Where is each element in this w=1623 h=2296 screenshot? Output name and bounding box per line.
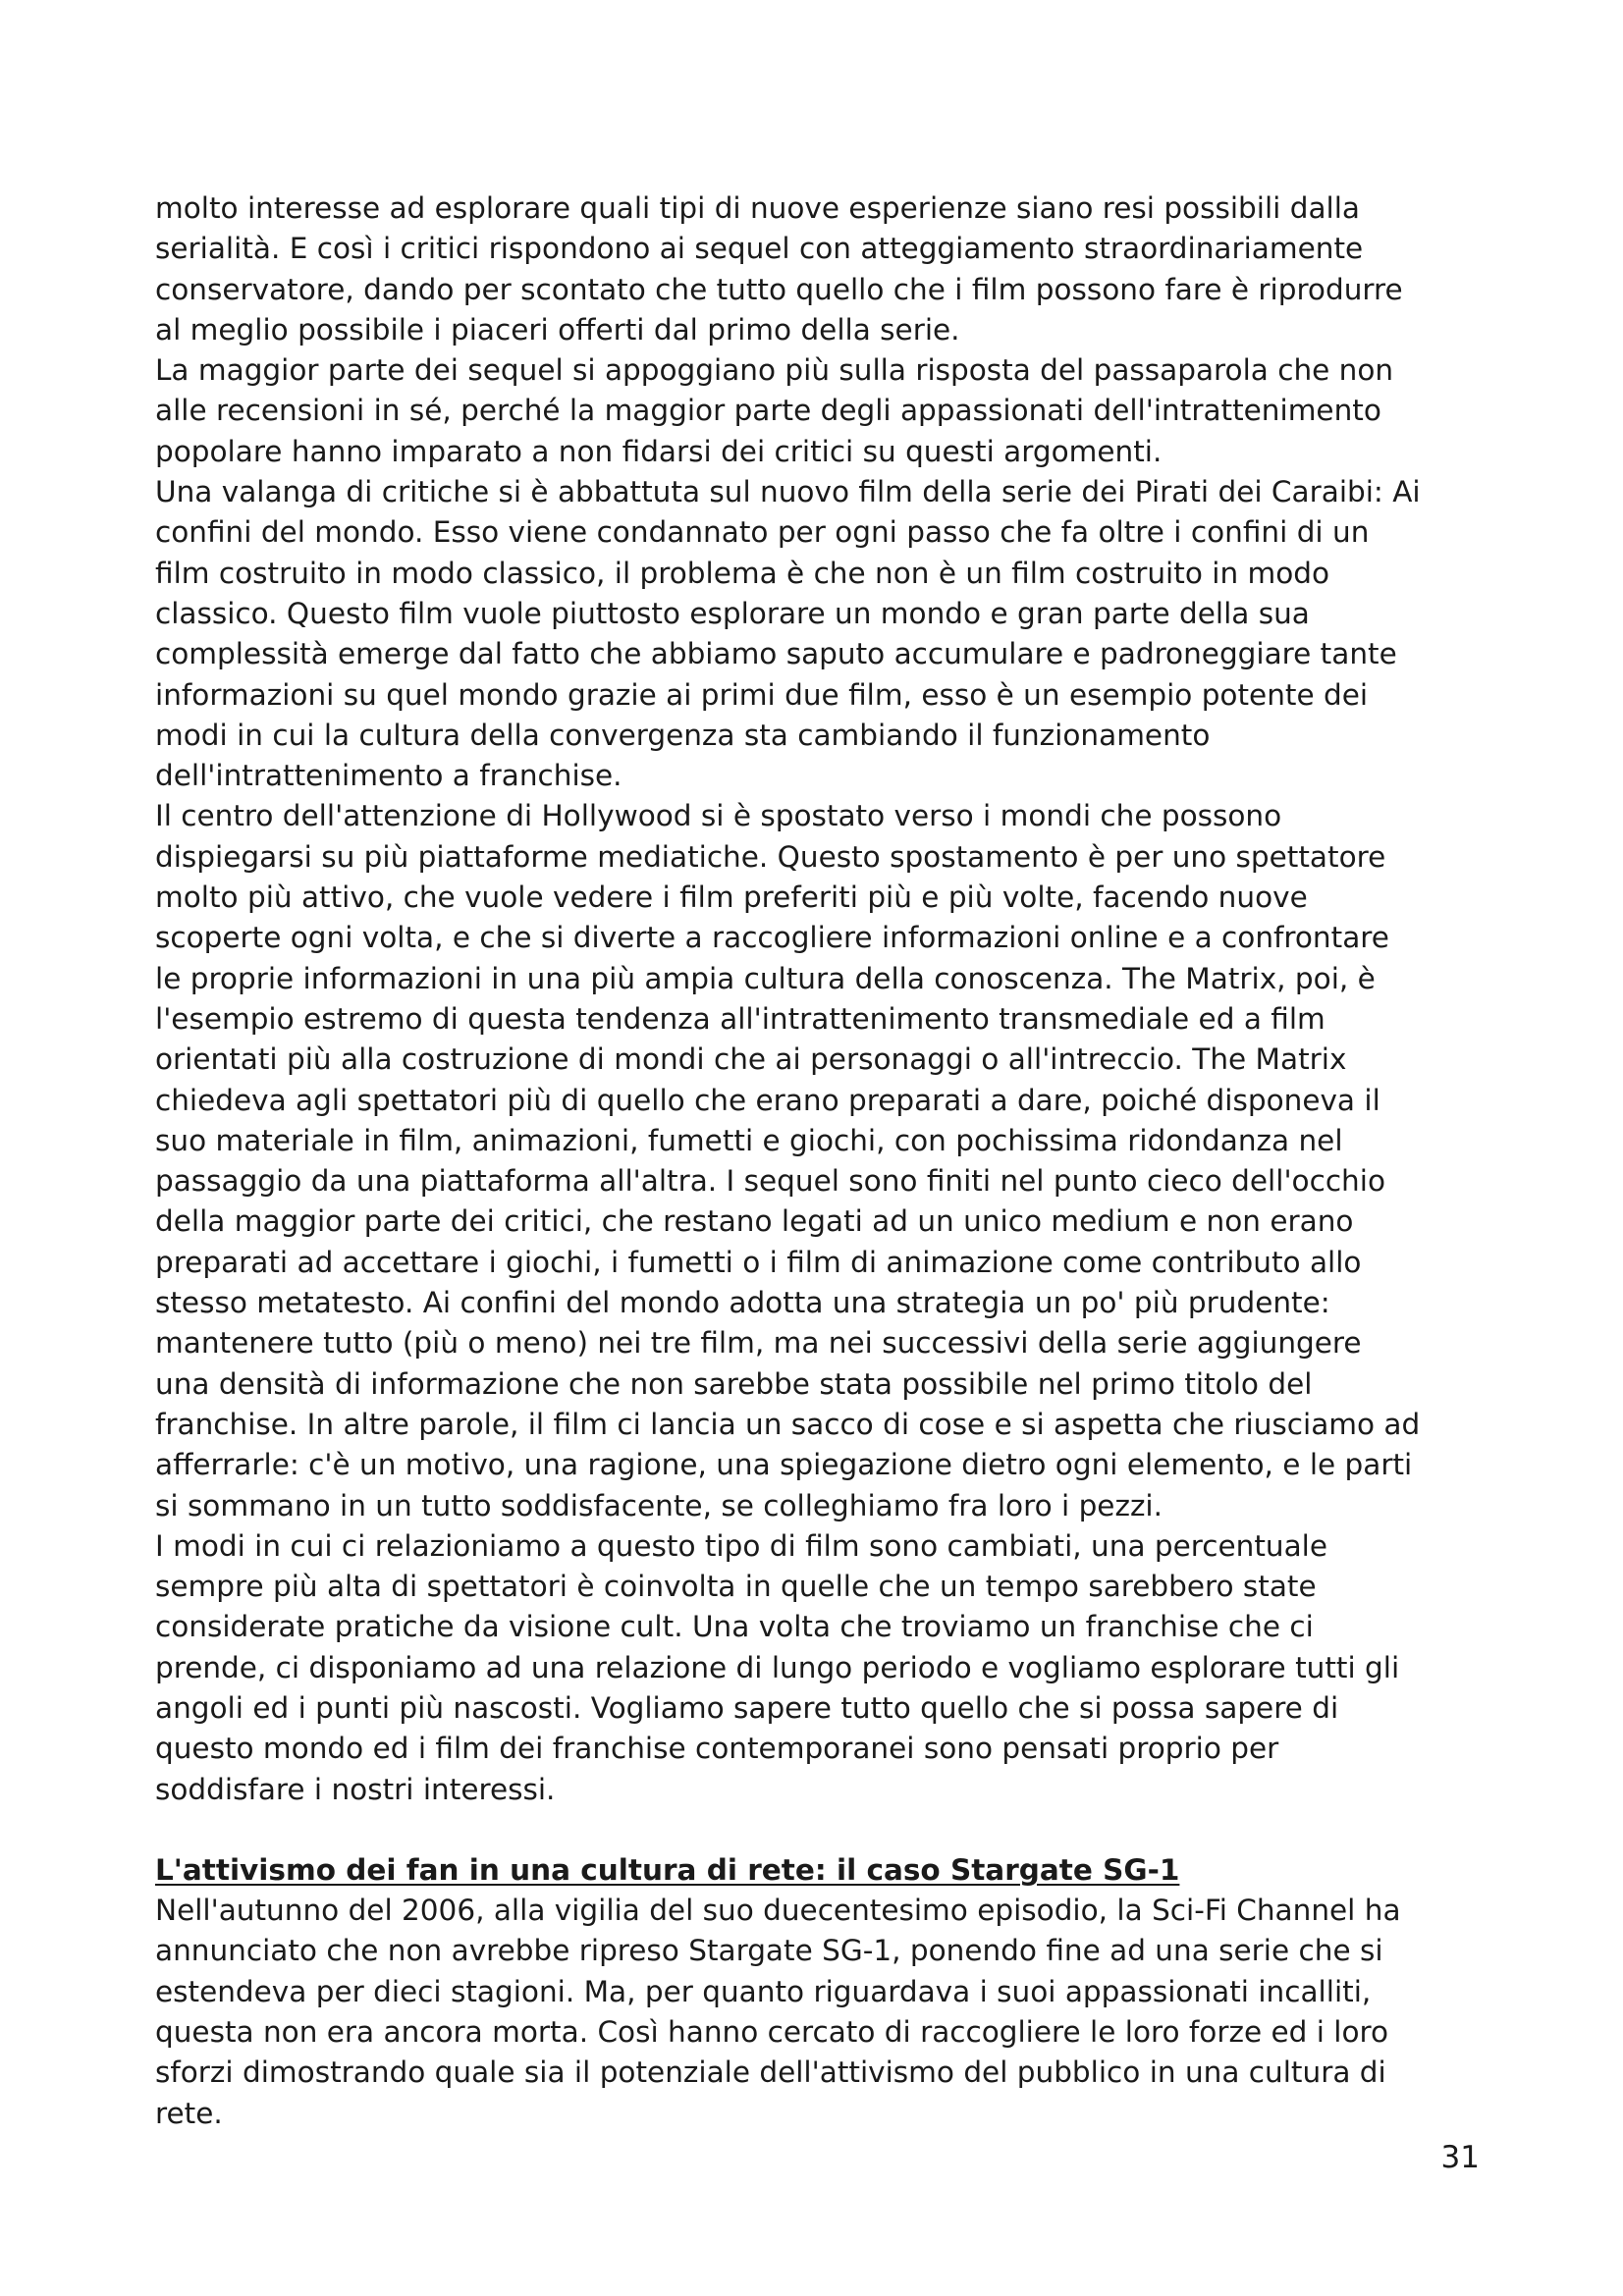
- page-number: 31: [1440, 2140, 1480, 2175]
- paragraph-cult-viewing: I modi in cui ci relazioniamo a questo tipo di film sono cambiati, una percentuale sempre più alta di spettatori è coinvolta in quelle che un tempo sarebbero state considerate pratiche da visione cult. Una volta che troviamo un franchise che ci prende, ci disponiamo ad una relazione di lungo periodo e vogliamo esplorare tutti gli angoli ed i punti più nascosti. Vogliamo sapere tutto quello che si possa sapere di questo mondo ed i film dei franchise contemporanei sono pensati proprio per soddisfare i nostri interessi.: [155, 1528, 1400, 1806]
- paragraph-pirates-of-the-caribbean: Una valanga di critiche si è abbattuta sul nuovo film della serie dei Pirati dei Caraibi: Ai confini del mondo. Esso viene condannato per ogni passo che fa oltre i confini di un film costruito in modo classico, il problema è che non è un film costruito in modo classico. Questo film vuole piuttosto esplorare un mondo e gran parte della sua complessità emerge dal fatto che abbiamo saputo accumulare e padroneggiare tante informazioni su quel mondo grazie ai primi due film, esso è un esempio potente dei modi in cui la cultura della convergenza sta cambiando il funzionamento dell'intrattenimento a franchise.: [155, 475, 1421, 793]
- paragraph-stargate: Nell'autunno del 2006, alla vigilia del suo duecentesimo episodio, la Sci-Fi Channel ha annunciato che non avrebbe ripreso Stargate SG-1, ponendo fine ad una serie che si estendeva per dieci stagioni. Ma, per quanto riguardava i suoi appassionati incalliti, questa non era ancora morta. Così hanno cercato di raccogliere le loro forze ed i loro sforzi dimostrando quale sia il potenziale dell'attivismo del pubblico in una cultura di rete.: [155, 1894, 1401, 2130]
- paragraph-hollywood-matrix: Il centro dell'attenzione di Hollywood si è spostato verso i mondi che possono dispiegarsi su più piattaforme mediatiche. Questo spostamento è per uno spettatore molto più attivo, che vuole vedere i film preferiti più e più volte, facendo nuove scoperte ogni volta, e che si diverte a raccogliere informazioni online e a confrontare le proprie informazioni in una più ampia cultura della conoscenza. The Matrix, poi, è l'esempio estremo di questa tendenza all'intrattenimento transmediale ed a film orientati più alla costruzione di mondi che ai personaggi o all'intreccio. The Matrix chiedeva agli spettatori più di quello che erano preparati a dare, poiché disponeva il suo materiale in film, animazioni, fumetti e giochi, con pochissima ridondanza nel passaggio da una piattaforma all'altra. I sequel sono finiti nel punto cieco dell'occhio della maggior parte dei critici, che restano legati ad un unico medium e non erano preparati ad accettare i giochi, i fumetti o i film di animazione come contributo allo stesso metatesto. Ai confini del mondo adotta una strategia un po' più prudente: mantenere tutto (più o meno) nei tre film, ma nei successivi della serie aggiungere una densità di informazione che non sarebbe stata possibile nel primo titolo del franchise. In altre parole, il film ci lancia un sacco di cose e si aspetta che riusciamo ad afferrarle: c'è un motivo, una ragione, una spiegazione dietro ogni elemento, e le parti si sommano in un tutto soddisfacente, se colleghiamo fra loro i pezzi.: [155, 799, 1421, 1522]
- section-heading: L'attivismo dei fan in una cultura di rete: il caso Stargate SG-1: [155, 1852, 1180, 1887]
- paragraph-seriality: molto interesse ad esplorare quali tipi di nuove esperienze siano resi possibili dalla serialità. E così i critici rispondono ai sequel con atteggiamento straordinariamente conservatore, dando per scontato che tutto quello che i film possono fare è riprodurre al meglio possibile i piaceri offerti dal primo della serie.: [155, 191, 1403, 347]
- document-page: [155, 188, 1481, 2134]
- paragraph-word-of-mouth: La maggior parte dei sequel si appoggiano più sulla risposta del passaparola che non alle recensioni in sé, perché la maggior parte degli appassionati dell'intrattenimento popolare hanno imparato a non fidarsi dei critici su questi argomenti.: [155, 353, 1394, 468]
